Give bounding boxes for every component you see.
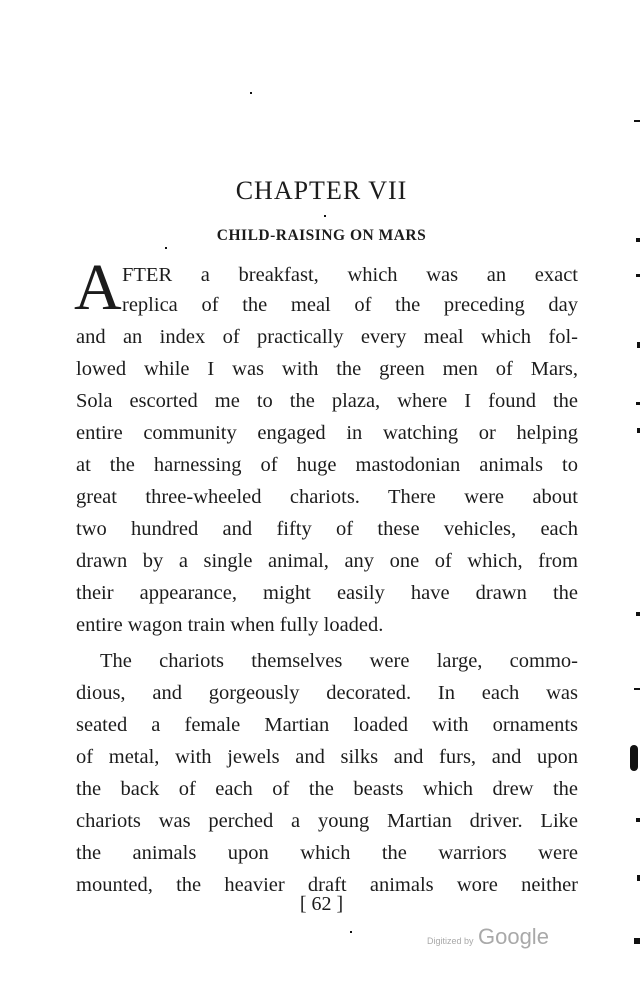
scan-speck: [250, 92, 252, 94]
edge-mark: [637, 428, 640, 433]
text-line: two hundred and fifty of these vehicles, each: [76, 518, 578, 540]
edge-mark: [634, 120, 640, 122]
edge-mark: [634, 938, 640, 944]
edge-mark: [637, 875, 640, 881]
edge-mark: [636, 274, 640, 277]
edge-mark: [636, 818, 640, 822]
edge-mark: [636, 402, 640, 405]
scan-speck: [350, 931, 352, 933]
text-line: replica of the meal of the preceding day: [122, 294, 578, 316]
digitized-watermark: [427, 924, 549, 950]
text-line: Sola escorted me to the plaza, where I found the: [76, 390, 578, 412]
drop-cap: A: [74, 251, 122, 324]
edge-mark: [630, 745, 638, 771]
text-line: seated a female Martian loaded with ornaments: [76, 714, 578, 736]
text-line: at the harnessing of huge mastodonian animals to: [76, 454, 578, 476]
text-line: dious, and gorgeously decorated. In each was: [76, 682, 578, 704]
text-line: of metal, with jewels and silks and furs, and upon: [76, 746, 578, 768]
edge-mark: [637, 342, 640, 348]
text-line: entire wagon train when fully loaded.: [76, 614, 384, 636]
text-line: great three-wheeled chariots. There were about: [76, 486, 578, 508]
text-line: their appearance, might easily have drawn the: [76, 582, 578, 604]
text-line: entire community engaged in watching or helping: [76, 422, 578, 444]
chapter-subtitle: CHILD-RAISING ON MARS: [216, 227, 427, 244]
text-line: The chariots themselves were large, commo-: [100, 650, 578, 672]
text-line: the back of each of the beasts which drew the: [76, 778, 578, 800]
text-line: chariots was perched a young Martian driver. Like: [76, 810, 578, 832]
edge-mark: [634, 688, 640, 690]
scan-speck: [165, 247, 167, 249]
text-line: drawn by a single animal, any one of which, from: [76, 550, 578, 572]
page-number: [ 62 ]: [299, 893, 344, 915]
edge-mark: [636, 238, 640, 242]
text-line: the animals upon which the warriors were: [76, 842, 578, 864]
text-line: FTER a breakfast, which was an exact: [122, 264, 578, 286]
watermark-brand: Google: [477, 924, 549, 949]
text-line: and an index of practically every meal which fol-: [76, 326, 578, 348]
text-line: mounted, the heavier draft animals wore neither: [76, 874, 578, 896]
text-line: lowed while I was with the green men of Mars,: [76, 358, 578, 380]
chapter-title: CHAPTER VII: [235, 176, 408, 205]
edge-mark: [636, 612, 640, 616]
watermark-prefix: Digitized by: [427, 936, 474, 946]
scan-speck: [324, 215, 326, 217]
